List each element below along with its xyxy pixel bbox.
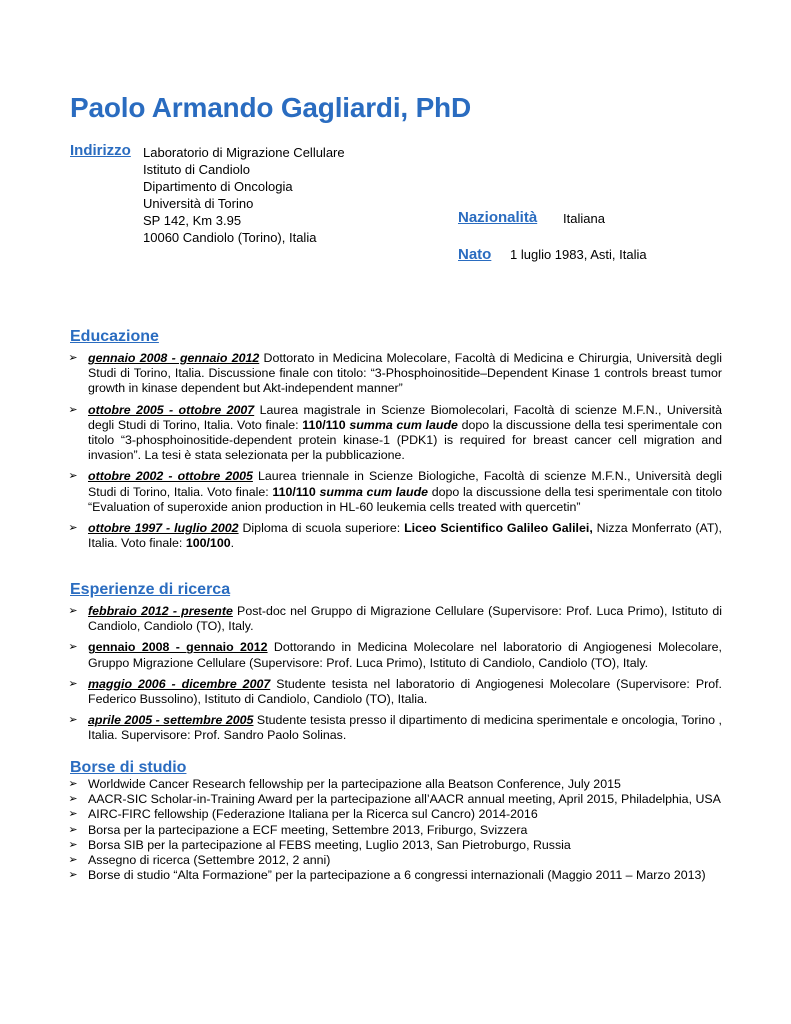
item-date: gennaio 2008 - gennaio 2012 <box>88 640 268 655</box>
born-value: 1 luglio 1983, Asti, Italia <box>510 247 647 262</box>
nationality-label: Nazionalità <box>458 209 538 226</box>
item-date: ottobre 1997 - luglio 2002 <box>88 521 239 536</box>
item-text: Borsa per la partecipazione a ECF meeting, Settembre 2013, Friburgo, Svizzera <box>88 822 528 837</box>
list-item <box>66 853 722 868</box>
item-date: gennaio 2008 - gennaio 2012 <box>88 351 260 365</box>
item-text: Assegno di ricerca (Settembre 2012, 2 anni) <box>88 853 331 868</box>
item-text: Borse di studio “Alta Formazione” per la partecipazione a 6 congressi internazionali (Maggio 2011 – Marzo 2013) <box>88 868 706 883</box>
list-item <box>66 521 722 551</box>
arrow-bullet-icon: ➢ <box>68 522 78 535</box>
item-text: Borsa SIB per la partecipazione al FEBS meeting, Luglio 2013, San Pietroburgo, Russia <box>88 837 571 852</box>
address-line: SP 142, Km 3.95 <box>143 213 242 228</box>
item-text: Laurea magistrale in Scienze Biomolecolari, Facoltà di scienze M.F.N., Università degli Studi di Torino, Italia. Voto finale: <box>88 402 722 432</box>
list-item <box>66 640 722 670</box>
list-item <box>66 604 722 634</box>
address-block <box>143 144 345 246</box>
list-item <box>66 777 722 792</box>
address-line: Laboratorio di Migrazione Cellulare <box>143 145 345 160</box>
arrow-bullet-icon: ➢ <box>68 714 78 727</box>
grants-heading: Borse di studio <box>70 759 187 776</box>
nationality-value: Italiana <box>563 211 605 226</box>
research-list <box>66 604 722 750</box>
address-line: 10060 Candiolo (Torino), Italia <box>143 230 317 245</box>
list-item <box>66 792 722 807</box>
item-text: dopo la discussione della tesi sperimentale con titolo “Evaluation of superoxide anion production in HL-60 leukemia cells treated with quercetin” <box>88 484 722 514</box>
arrow-bullet-icon: ➢ <box>68 778 78 790</box>
honor: summa cum laude <box>349 417 458 432</box>
arrow-bullet-icon: ➢ <box>68 403 78 416</box>
item-date: ottobre 2002 - ottobre 2005 <box>88 469 253 484</box>
item-text: Diploma di scuola superiore: <box>238 521 405 536</box>
address-label: Indirizzo <box>70 142 131 159</box>
list-item <box>66 351 722 397</box>
arrow-bullet-icon: ➢ <box>68 823 78 836</box>
list-item <box>66 868 722 883</box>
arrow-bullet-icon: ➢ <box>68 352 78 364</box>
list-item <box>66 807 722 822</box>
item-date: maggio 2006 - dicembre 2007 <box>88 676 271 691</box>
item-text: dopo la discussione della tesi sperimentale con titolo “3-phosphoinositide-dependent protein kinase-1 (PDK1) is required for breast cancer cell migration and invasion”. La tesi è stata selezionata per la pubblicazione. <box>88 417 722 463</box>
born-label: Nato <box>458 246 492 263</box>
arrow-bullet-icon: ➢ <box>68 838 78 851</box>
list-item <box>66 838 722 853</box>
list-item <box>66 713 722 743</box>
item-text: Worldwide Cancer Research fellowship per la partecipazione alla Beatson Conference, July 2015 <box>88 777 621 791</box>
item-date: febbraio 2012 - presente <box>88 604 233 618</box>
item-text: AACR-SIC Scholar-in-Training Award per la partecipazione all’AACR annual meeting, April 2015, Philadelphia, USA <box>88 792 721 807</box>
item-text: . <box>230 536 235 551</box>
grants-list <box>66 777 722 883</box>
research-heading: Esperienze di ricerca <box>70 581 231 598</box>
final-grade: 100/100 <box>185 536 231 551</box>
education-list <box>66 351 722 557</box>
page-title: Paolo Armando Gagliardi, PhD <box>70 92 471 123</box>
arrow-bullet-icon: ➢ <box>68 869 78 882</box>
list-item <box>66 469 722 515</box>
address-line: Istituto di Candiolo <box>143 162 250 177</box>
arrow-bullet-icon: ➢ <box>68 641 78 654</box>
final-grade: 110/110 <box>272 484 316 499</box>
arrow-bullet-icon: ➢ <box>68 470 78 483</box>
item-date: aprile 2005 - settembre 2005 <box>88 713 254 728</box>
item-text: AIRC-FIRC fellowship (Federazione Italiana per la Ricerca sul Cancro) 2014-2016 <box>88 807 538 822</box>
item-text: Nizza Monferrato (AT), Italia. Voto finale: <box>88 521 722 551</box>
arrow-bullet-icon: ➢ <box>68 854 78 867</box>
item-date: ottobre 2005 - ottobre 2007 <box>88 402 255 417</box>
arrow-bullet-icon: ➢ <box>68 793 78 806</box>
arrow-bullet-icon: ➢ <box>68 808 78 821</box>
honor: summa cum laude <box>319 484 429 499</box>
list-item <box>66 677 722 707</box>
item-text: Studente tesista presso il dipartimento di medicina sperimentale e oncologia, Torino , Italia. Supervisore: Prof. Sandro Paolo Solinas. <box>88 713 722 743</box>
item-text: Post-doc nel Gruppo di Migrazione Cellulare (Supervisore: Prof. Luca Primo), Istituto di Candiolo, Candiolo (TO), Italy. <box>88 604 722 634</box>
school-name: Liceo Scientifico Galileo Galilei, <box>404 521 593 536</box>
final-grade: 110/110 <box>302 417 346 432</box>
item-text: Studente tesista nel laboratorio di Angiogenesi Molecolare (Supervisore: Prof. Federico Bussolino), Istituto di Candiolo, Candiolo (TO), Italia. <box>88 676 722 707</box>
education-heading: Educazione <box>70 328 159 345</box>
item-text: Dottorando in Medicina Molecolare nel laboratorio di Angiogenesi Molecolare, Gruppo Migrazione Cellulare (Supervisore: Prof. Luca Primo), Istituto di Candiolo, Candiolo (TO), Italy. <box>88 640 722 670</box>
arrow-bullet-icon: ➢ <box>68 677 78 690</box>
item-text: Laurea triennale in Scienze Biologiche, Facoltà di scienze M.F.N., Università degli Studi di Torino, Italia. Voto finale: <box>88 469 722 499</box>
address-line: Università di Torino <box>143 196 254 211</box>
item-text: Dottorato in Medicina Molecolare, Facoltà di Medicina e Chirurgia, Università degli Studi di Torino, Italia. Discussione finale con titolo: “3-Phosphoinositide–Dependent Kinase 1 controls breast tumor growth in kinase dependent but Akt-independent manner” <box>88 351 723 396</box>
list-item <box>66 403 722 464</box>
list-item <box>66 823 722 838</box>
arrow-bullet-icon: ➢ <box>68 605 78 617</box>
address-line: Dipartimento di Oncologia <box>143 179 293 194</box>
